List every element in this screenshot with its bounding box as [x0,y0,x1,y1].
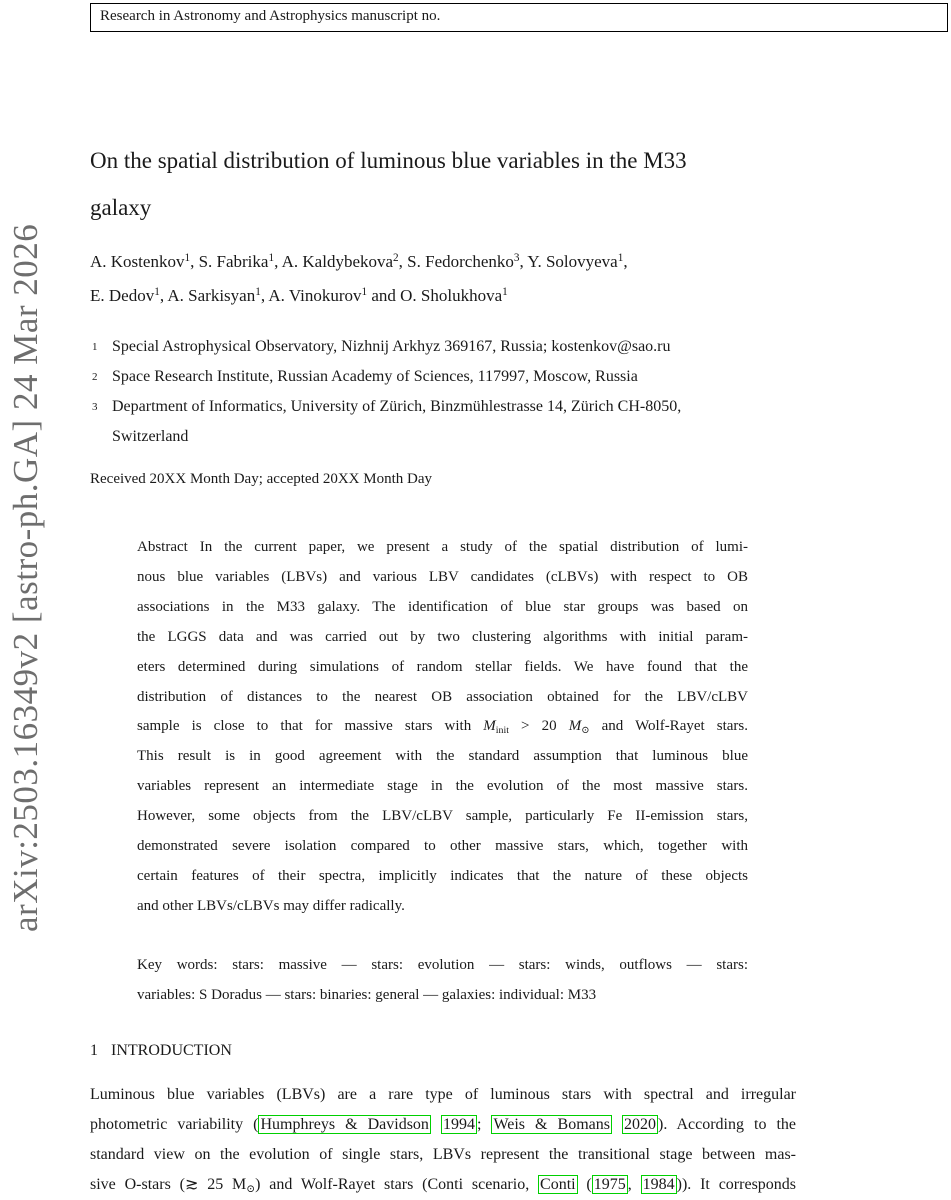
text-segment: 1 [361,286,368,299]
authors-block [90,245,810,313]
text-segment: photometric variability ( [90,1116,259,1133]
body-text-line [90,1170,796,1200]
paper-title-line: On the spatial distribution of luminous blue variables in the M33 [90,148,687,173]
abstract-line [137,623,748,653]
text-segment: , S. Fedorchenko [398,252,514,271]
abstract-line [137,772,748,802]
introduction-paragraph [90,1080,796,1200]
text-segment: 1 [502,286,508,299]
text-segment: Abstract In the current paper, we present a study of the spatial distribution of lumi- [137,539,748,555]
abstract-line [137,862,748,892]
text-segment: , Y. Solovyeva [519,252,618,271]
body-text-line [90,1080,796,1110]
text-segment: demonstrated severe isolation compared to other massive stars, which, together with [137,838,748,855]
text-segment: , A. Kaldybekova [274,252,394,271]
text-segment [431,1116,441,1133]
text-segment: A. Kostenkov [90,252,185,271]
text-segment: Key words: stars: massive — stars: evolution — stars: winds, outflows — stars: [137,957,748,973]
text-segment: ⊙ [581,725,590,737]
affiliation-text-line: Space Research Institute, Russian Academy of Sciences, 117997, Moscow, Russia [112,368,638,385]
text-segment: E. Dedov [90,286,155,305]
paper-title [90,137,830,231]
text-segment: Luminous blue variables (LBVs) are a rare type of luminous stars with spectral and irregular [90,1086,796,1103]
text-segment: , [627,1176,641,1193]
text-segment: > 20 [508,718,569,735]
text-segment: )). It corresponds [676,1176,797,1193]
text-segment: , A. Sarkisyan [159,286,256,305]
text-segment: variables represent an intermediate stage in the evolution of the most massive stars. [137,778,748,795]
arxiv-watermark: arXiv:2503.16349v2 [astro-ph.GA] 24 Mar 2026 [6,223,45,932]
text-segment: the LGGS data and was carried out by two clustering algorithms with initial param- [137,628,748,645]
citation-link[interactable]: 1994 [442,1116,475,1133]
body-text-line [90,1110,796,1140]
text-segment: certain features of their spectra, implicitly indicates that the nature of these objects [137,867,748,884]
text-segment: However, some objects from the LBV/cLBV sample, particularly Fe II-emission stars, [137,808,748,825]
abstract-line [137,593,748,623]
text-segment: standard view on the evolution of single stars, LBVs represent the transitional stage between mas- [90,1146,796,1163]
text-segment: , A. Vinokurov [260,286,362,305]
abstract-line [137,832,748,862]
section-title: INTRODUCTION [111,1042,232,1059]
keywords-line [137,980,748,1010]
citation-link[interactable]: 1975 [593,1176,626,1193]
text-segment: and O. Sholukhova [367,286,503,305]
text-segment: , [623,252,628,271]
text-segment: distribution of distances to the nearest OB association obtained for the LBV/cLBV [137,688,748,705]
affiliations-block [90,332,780,452]
text-segment: M [483,718,496,735]
affiliation-item [90,392,780,452]
abstract-line [137,563,748,593]
text-segment: 3 [513,252,520,265]
citation-link[interactable]: Weis & Bomans [493,1116,610,1133]
affiliation-text-line: Switzerland [112,428,189,445]
abstract-line [137,802,748,832]
text-segment: and other LBVs/cLBVs may differ radically. [137,897,405,914]
text-segment: sive O-stars (≳ 25 M [90,1176,247,1193]
paper-title-line: galaxy [90,195,152,220]
abstract-paragraph [137,533,748,922]
text-segment: , S. Fabrika [190,252,269,271]
abstract-line [137,653,748,683]
section-heading-introduction [90,1040,232,1062]
text-segment [612,1116,622,1133]
abstract-line [137,533,748,563]
text-segment: 1 [184,252,191,265]
keywords-line [137,950,748,980]
abstract-line [137,742,748,772]
citation-link[interactable]: Humphreys & Davidson [260,1116,429,1133]
affiliation-item [90,332,780,362]
text-segment: eters determined during simulations of random stellar fields. We have found that the [137,658,748,675]
affiliation-text-line: Department of Informatics, University of Zürich, Binzmühlestrasse 14, Zürich CH-8050, [112,398,682,415]
manuscript-header-box [90,3,948,32]
text-segment: and Wolf-Rayet stars. [589,718,749,735]
text-segment: ; [476,1116,492,1133]
authors-line [90,245,810,279]
body-text-line [90,1140,796,1170]
text-segment: This result is in good agreement with the standard assumption that luminous blue [137,748,748,765]
text-segment: nous blue variables (LBVs) and various LBV candidates (cLBVs) with respect to OB [137,568,748,585]
affiliation-item [90,362,780,392]
received-accepted-line: Received 20XX Month Day; accepted 20XX Month Day [90,471,432,487]
text-segment: 1 [255,286,261,299]
citation-link[interactable]: Conti [540,1176,576,1193]
authors-line [90,279,810,313]
text-segment: sample is close to that for massive stars with [137,718,484,735]
text-segment: 2 [393,252,399,265]
text-segment: 1 [617,252,624,265]
text-segment: init [495,725,509,737]
affiliation-text-line: Special Astrophysical Observatory, Nizhnij Arkhyz 369167, Russia; kostenkov@sao.ru [112,338,671,355]
text-segment: ). According to the [658,1116,797,1133]
affiliation-marker: 1 [92,341,98,353]
text-segment: ⊙ [246,1183,256,1195]
text-segment: 1 [268,252,275,265]
section-number: 1 [90,1042,98,1059]
abstract-line [137,683,748,713]
affiliation-marker: 3 [92,401,98,413]
text-segment: ( [577,1176,592,1193]
text-segment: ) and Wolf-Rayet stars (Conti scenario, [255,1176,539,1193]
keywords-paragraph [137,950,748,1010]
abstract-line [137,712,748,742]
affiliation-marker: 2 [92,371,98,383]
abstract-line [137,892,748,922]
text-segment: 1 [154,286,160,299]
text-segment: variables: S Doradus — stars: binaries: general — galaxies: individual: M33 [137,987,597,1003]
journal-manuscript-line: Research in Astronomy and Astrophysics manuscript no. [100,8,441,24]
text-segment: associations in the M33 galaxy. The identification of blue star groups was based on [137,598,748,615]
text-segment: M [568,718,582,735]
citation-link[interactable]: 1984 [642,1176,675,1193]
citation-link[interactable]: 2020 [624,1116,656,1133]
